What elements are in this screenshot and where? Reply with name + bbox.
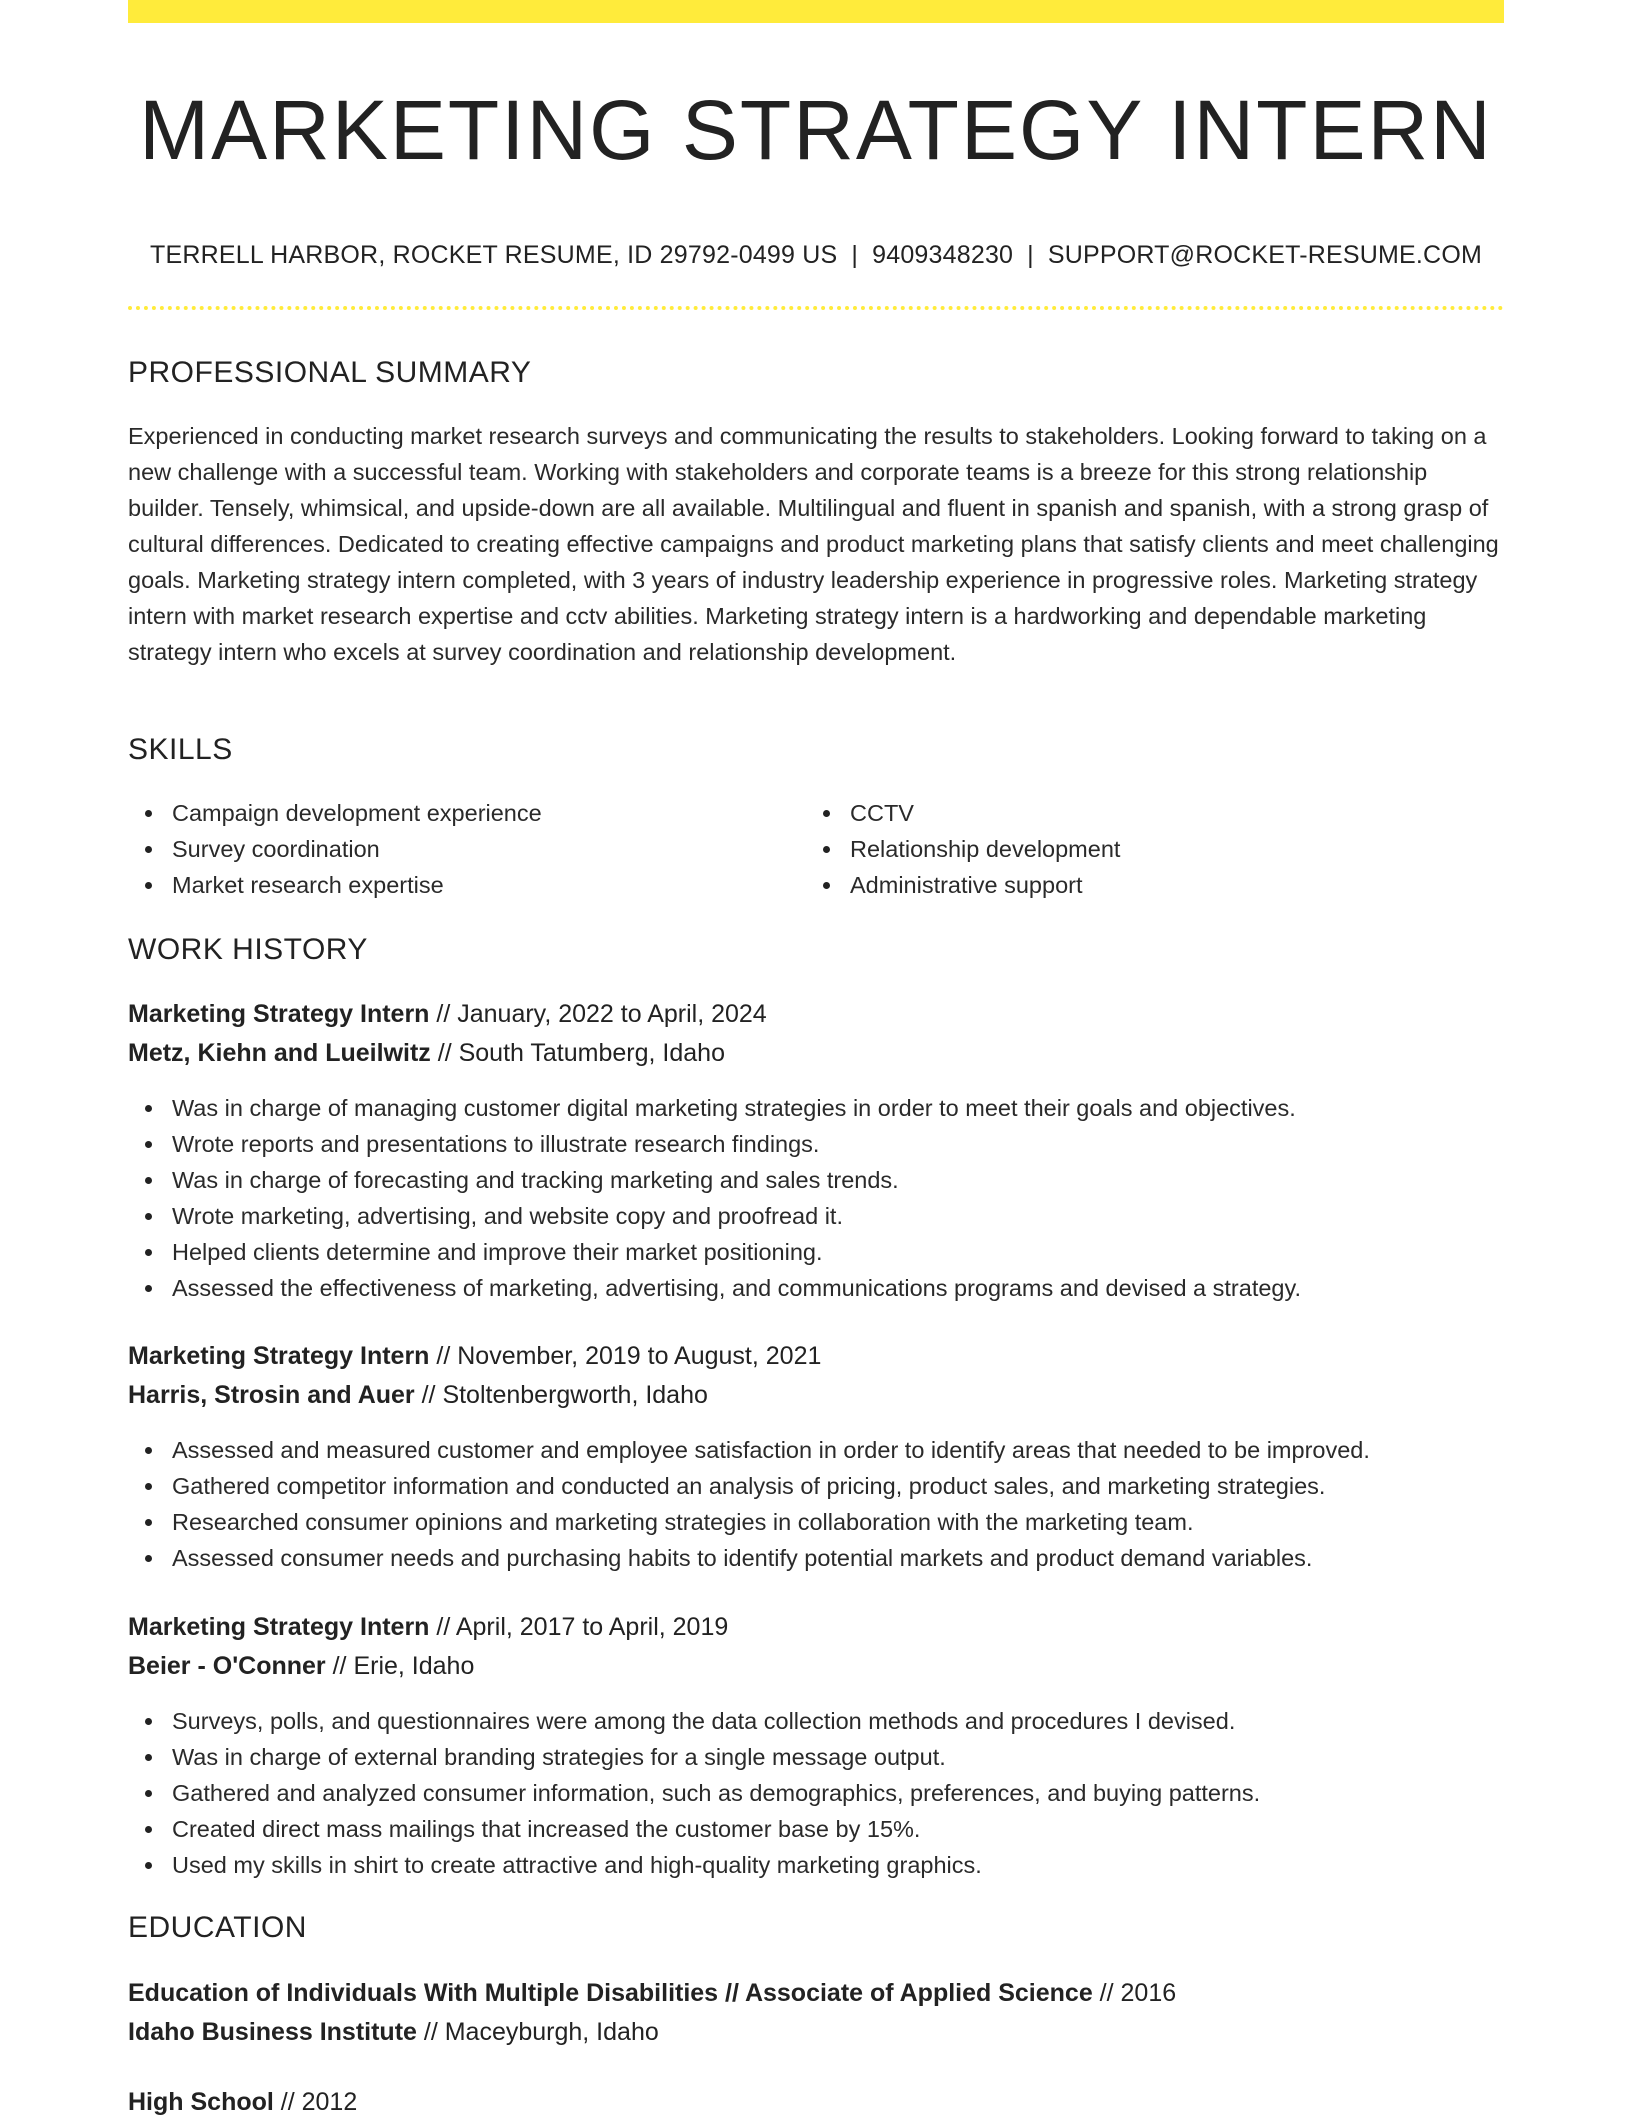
job-location: // Stoltenbergworth, Idaho xyxy=(414,1381,708,1409)
contact-separator: | xyxy=(851,241,859,269)
job-company-line xyxy=(128,1376,708,1414)
list-item: Created direct mass mailings that increased the customer base by 15%. xyxy=(128,1811,1504,1847)
job-title: Marketing Strategy Intern xyxy=(128,1613,430,1641)
contact-address: TERRELL HARBOR, ROCKET RESUME, ID 29792-0499 US xyxy=(150,241,838,269)
education-location: // Maceyburgh, Idaho xyxy=(416,2018,659,2046)
job-bullets xyxy=(128,1090,1504,1306)
job-bullets xyxy=(128,1703,1504,1883)
job-title-line xyxy=(128,995,767,1033)
list-item: Was in charge of managing customer digital marketing strategies in order to meet their goals and objectives. xyxy=(128,1090,1504,1126)
job-dates: // April, 2017 to April, 2019 xyxy=(429,1613,729,1641)
skill-item: Relationship development xyxy=(806,831,1446,867)
education-degree: Education of Individuals With Multiple Disabilities // Associate of Applied Science xyxy=(128,1979,1093,2007)
education-degree-line xyxy=(128,1974,1176,2012)
dotted-divider xyxy=(128,306,1504,310)
top-accent-bar xyxy=(128,0,1504,23)
resume-title: MARKETING STRATEGY INTERN xyxy=(139,83,1493,177)
job-title: Marketing Strategy Intern xyxy=(128,1000,430,1028)
job-company: Harris, Strosin and Auer xyxy=(128,1381,415,1409)
list-item: Wrote marketing, advertising, and website copy and proofread it. xyxy=(128,1198,1504,1234)
list-item: Wrote reports and presentations to illustrate research findings. xyxy=(128,1126,1504,1162)
skill-item: Administrative support xyxy=(806,867,1446,903)
education-degree: High School xyxy=(128,2088,274,2116)
summary-text: Experienced in conducting market research surveys and communicating the results to stakeholders. Looking forward to taking on a new challenge with a successful team. Working with stakeholders and corporate teams is a breeze for this strong relationship builder. Tensely, whimsical, and upside-down are all available. Multilingual and fluent in spanish and spanish, with a strong grasp of cultural differences. Dedicated to creating effective campaigns and product marketing plans that satisfy clients and meet challenging goals. Marketing strategy intern completed, with 3 years of industry leadership experience in progressive roles. Marketing strategy intern with market research expertise and cctv abilities. Marketing strategy intern is a hardworking and dependable marketing strategy intern who excels at survey coordination and relationship development. xyxy=(128,423,1499,665)
work-history-heading: WORK HISTORY xyxy=(128,933,368,966)
list-item: Surveys, polls, and questionnaires were among the data collection methods and procedures I devised. xyxy=(128,1703,1504,1739)
job-title-line xyxy=(128,1608,728,1646)
skills-list-left xyxy=(128,795,768,903)
list-item: Researched consumer opinions and marketing strategies in collaboration with the marketing team. xyxy=(128,1504,1504,1540)
education-degree-line xyxy=(128,2083,357,2121)
list-item: Was in charge of forecasting and tracking marketing and sales trends. xyxy=(128,1162,1504,1198)
skill-item: Campaign development experience xyxy=(128,795,768,831)
contact-email: SUPPORT@ROCKET-RESUME.COM xyxy=(1047,241,1482,269)
list-item: Assessed consumer needs and purchasing habits to identify potential markets and product demand variables. xyxy=(128,1540,1504,1576)
education-school: Idaho Business Institute xyxy=(128,2018,417,2046)
job-company: Metz, Kiehn and Lueilwitz xyxy=(128,1039,431,1067)
job-company-line xyxy=(128,1647,474,1685)
contact-phone: 9409348230 xyxy=(872,241,1014,269)
skill-item: CCTV xyxy=(806,795,1446,831)
contact-separator: | xyxy=(1027,241,1034,269)
job-dates: // November, 2019 to August, 2021 xyxy=(429,1342,822,1370)
job-company-line xyxy=(128,1034,725,1072)
job-bullets xyxy=(128,1432,1504,1576)
education-year: // 2016 xyxy=(1092,1979,1177,2007)
contact-line xyxy=(128,238,1504,272)
list-item: Used my skills in shirt to create attractive and high-quality marketing graphics. xyxy=(128,1847,1504,1883)
job-company: Beier - O'Conner xyxy=(128,1652,326,1680)
list-item: Was in charge of external branding strategies for a single message output. xyxy=(128,1739,1504,1775)
job-dates: // January, 2022 to April, 2024 xyxy=(429,1000,767,1028)
skill-item: Market research expertise xyxy=(128,867,768,903)
list-item: Gathered competitor information and conducted an analysis of pricing, product sales, and marketing strategies. xyxy=(128,1468,1504,1504)
skill-item: Survey coordination xyxy=(128,831,768,867)
list-item: Gathered and analyzed consumer information, such as demographics, preferences, and buying patterns. xyxy=(128,1775,1504,1811)
list-item: Assessed the effectiveness of marketing, advertising, and communications programs and devised a strategy. xyxy=(128,1270,1504,1306)
list-item: Helped clients determine and improve their market positioning. xyxy=(128,1234,1504,1270)
job-title-line xyxy=(128,1337,821,1375)
skills-heading: SKILLS xyxy=(128,733,233,766)
skills-list-right xyxy=(806,795,1446,903)
summary-heading: PROFESSIONAL SUMMARY xyxy=(128,356,532,389)
list-item: Assessed and measured customer and employee satisfaction in order to identify areas that needed to be improved. xyxy=(128,1432,1504,1468)
job-location: // Erie, Idaho xyxy=(325,1652,475,1680)
job-title: Marketing Strategy Intern xyxy=(128,1342,430,1370)
education-year: // 2012 xyxy=(273,2088,358,2116)
job-location: // South Tatumberg, Idaho xyxy=(430,1039,725,1067)
education-school-line xyxy=(128,2013,659,2051)
education-heading: EDUCATION xyxy=(128,1911,307,1944)
